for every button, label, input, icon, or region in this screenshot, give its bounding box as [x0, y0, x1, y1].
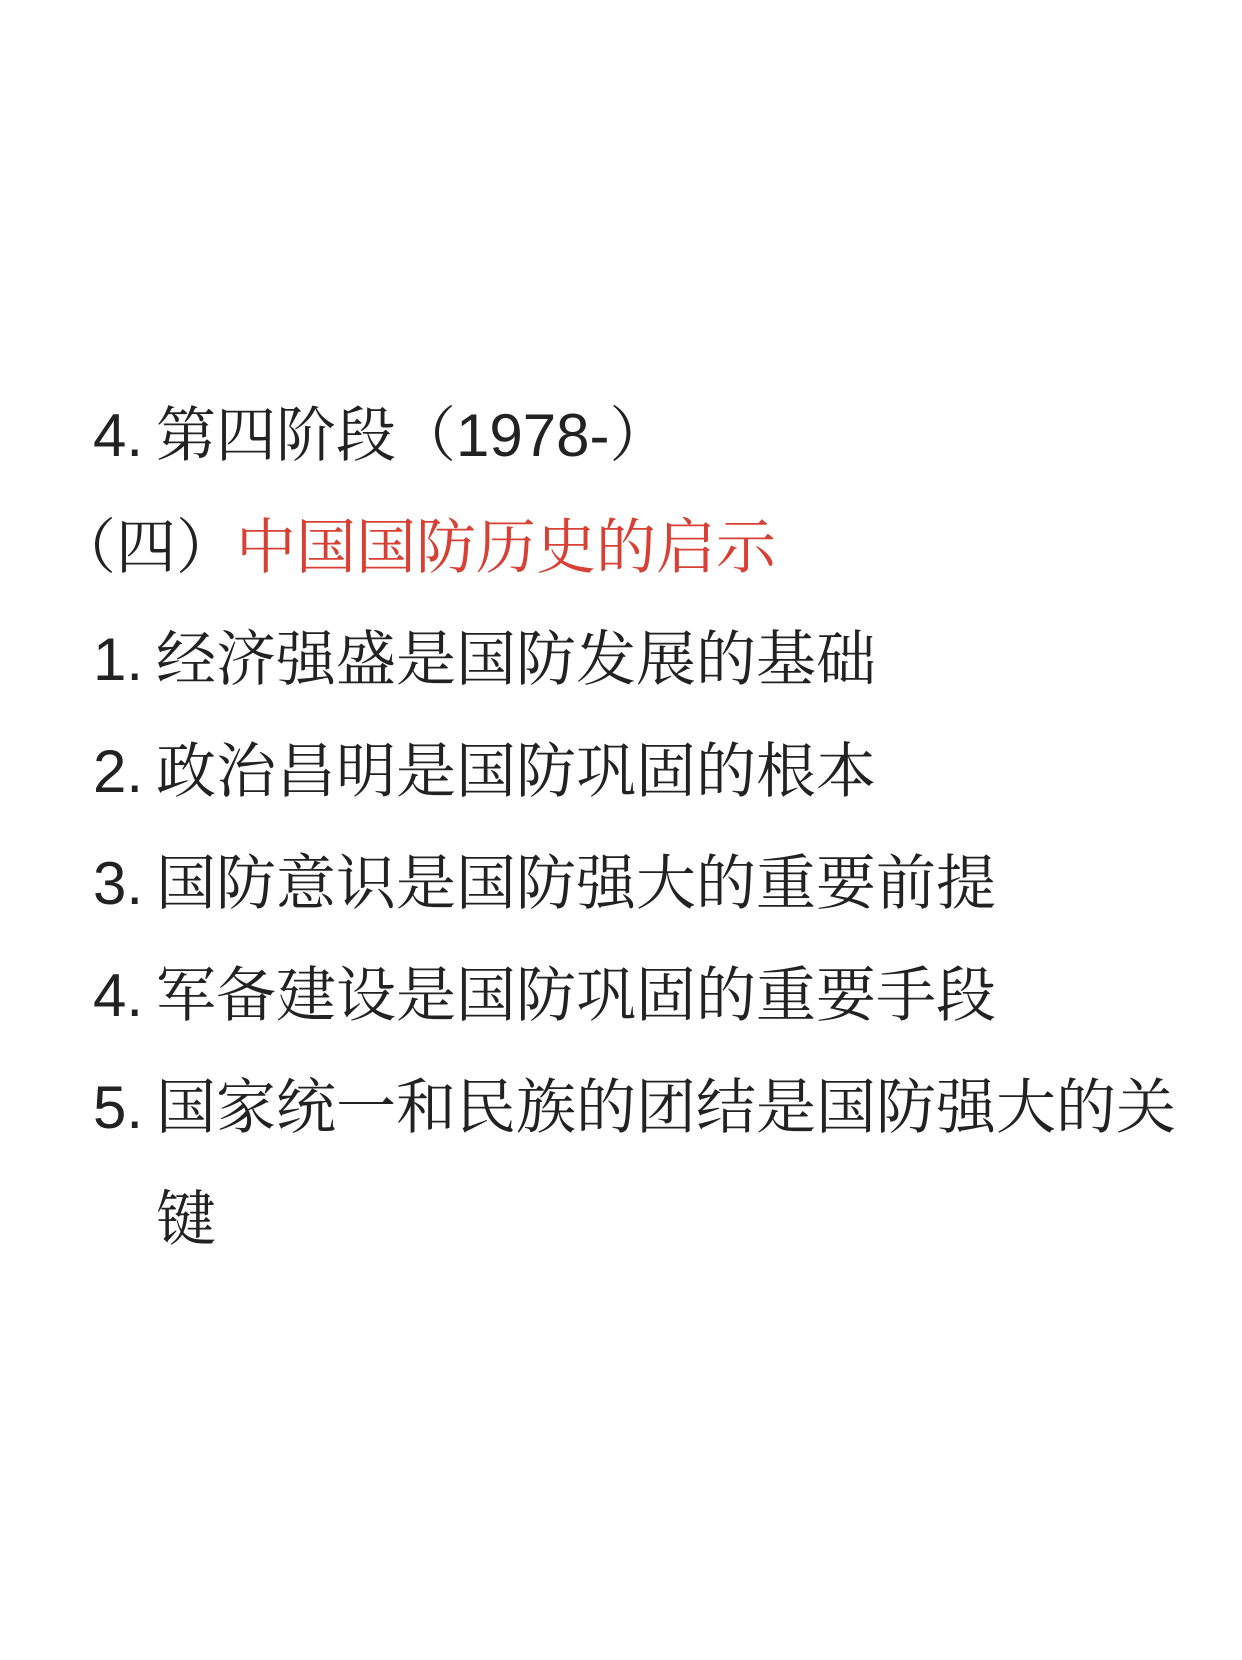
- stage-line-text: 第四阶段（1978-）: [156, 402, 670, 469]
- list-item-text: 国家统一和民族的团结是国防强大的关键: [156, 1074, 1176, 1253]
- list-item: [0, 716, 1242, 828]
- list-item-number: 2.: [93, 738, 144, 805]
- section-heading-prefix: （四）: [56, 514, 236, 581]
- list-item: [0, 604, 1242, 716]
- list-item-text: 政治昌明是国防巩固的根本: [156, 738, 876, 805]
- list-item-number: 4.: [93, 962, 144, 1029]
- list-item: [0, 1052, 1242, 1276]
- list-item: [0, 828, 1242, 940]
- section-heading-title: 中国国防历史的启示: [236, 514, 776, 581]
- list-item-text: 国防意识是国防强大的重要前提: [156, 850, 996, 917]
- list-item-text: 经济强盛是国防发展的基础: [156, 626, 876, 693]
- stage-line: [0, 380, 1242, 492]
- list-item-number: 1.: [93, 626, 144, 693]
- stage-line-number: 4.: [93, 402, 144, 469]
- section-heading: [0, 492, 1242, 604]
- list-item-number: 5.: [93, 1074, 144, 1141]
- list-item: [0, 940, 1242, 1052]
- list-item-text: 军备建设是国防巩固的重要手段: [156, 962, 996, 1029]
- list-item-number: 3.: [93, 850, 144, 917]
